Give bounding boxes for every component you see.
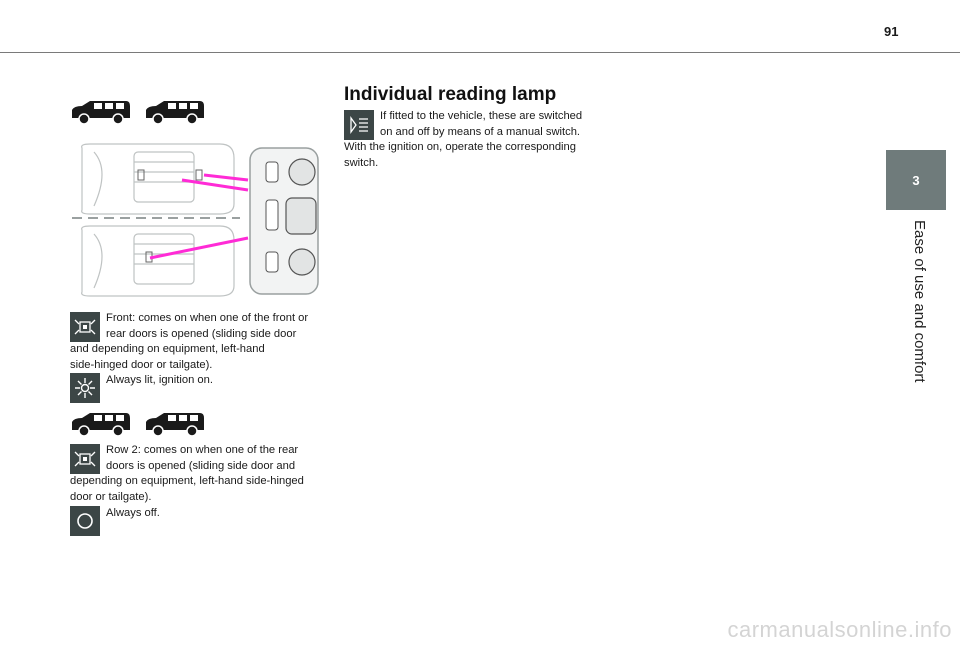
interior-lamp-diagram bbox=[70, 140, 320, 300]
page-number: 91 bbox=[884, 24, 899, 39]
van-top-view-upper bbox=[82, 144, 234, 214]
light-burst-icon bbox=[70, 373, 100, 403]
watermark: carmanualsonline.info bbox=[727, 617, 952, 642]
front-paragraph: Front: comes on when one of the front or rear doors is opened (sliding side door and depending on equipment, left-hand side-hinged door or tailgate). bbox=[70, 312, 309, 371]
always-off-text: Always off. bbox=[106, 507, 160, 519]
header-divider bbox=[0, 52, 960, 53]
row2-paragraph: Row 2: comes on when one of the rear doors is opened (sliding side door and depending on equipment, left-hand side-hinged door or tailgate). bbox=[70, 444, 304, 503]
chapter-tab[interactable]: 3 bbox=[886, 150, 946, 210]
circle-off-icon bbox=[70, 506, 100, 536]
chapter-title: Ease of use and comfort bbox=[911, 220, 928, 383]
vehicle-silhouette-icon bbox=[144, 410, 206, 438]
reading-lamp-paragraph: If fitted to the vehicle, these are switched on and off by means of a manual switch. With the ignition on, operate the corresponding switch. bbox=[344, 110, 583, 169]
lamp-switch-panel bbox=[250, 148, 318, 294]
always-lit-text: Always lit, ignition on. bbox=[106, 374, 213, 386]
vehicle-silhouette-icon bbox=[70, 410, 132, 438]
section-heading: Individual reading lamp bbox=[344, 84, 557, 105]
vehicle-silhouette-icon bbox=[70, 98, 132, 126]
van-top-view-lower bbox=[82, 226, 234, 296]
vehicle-silhouette-icon bbox=[144, 98, 206, 126]
